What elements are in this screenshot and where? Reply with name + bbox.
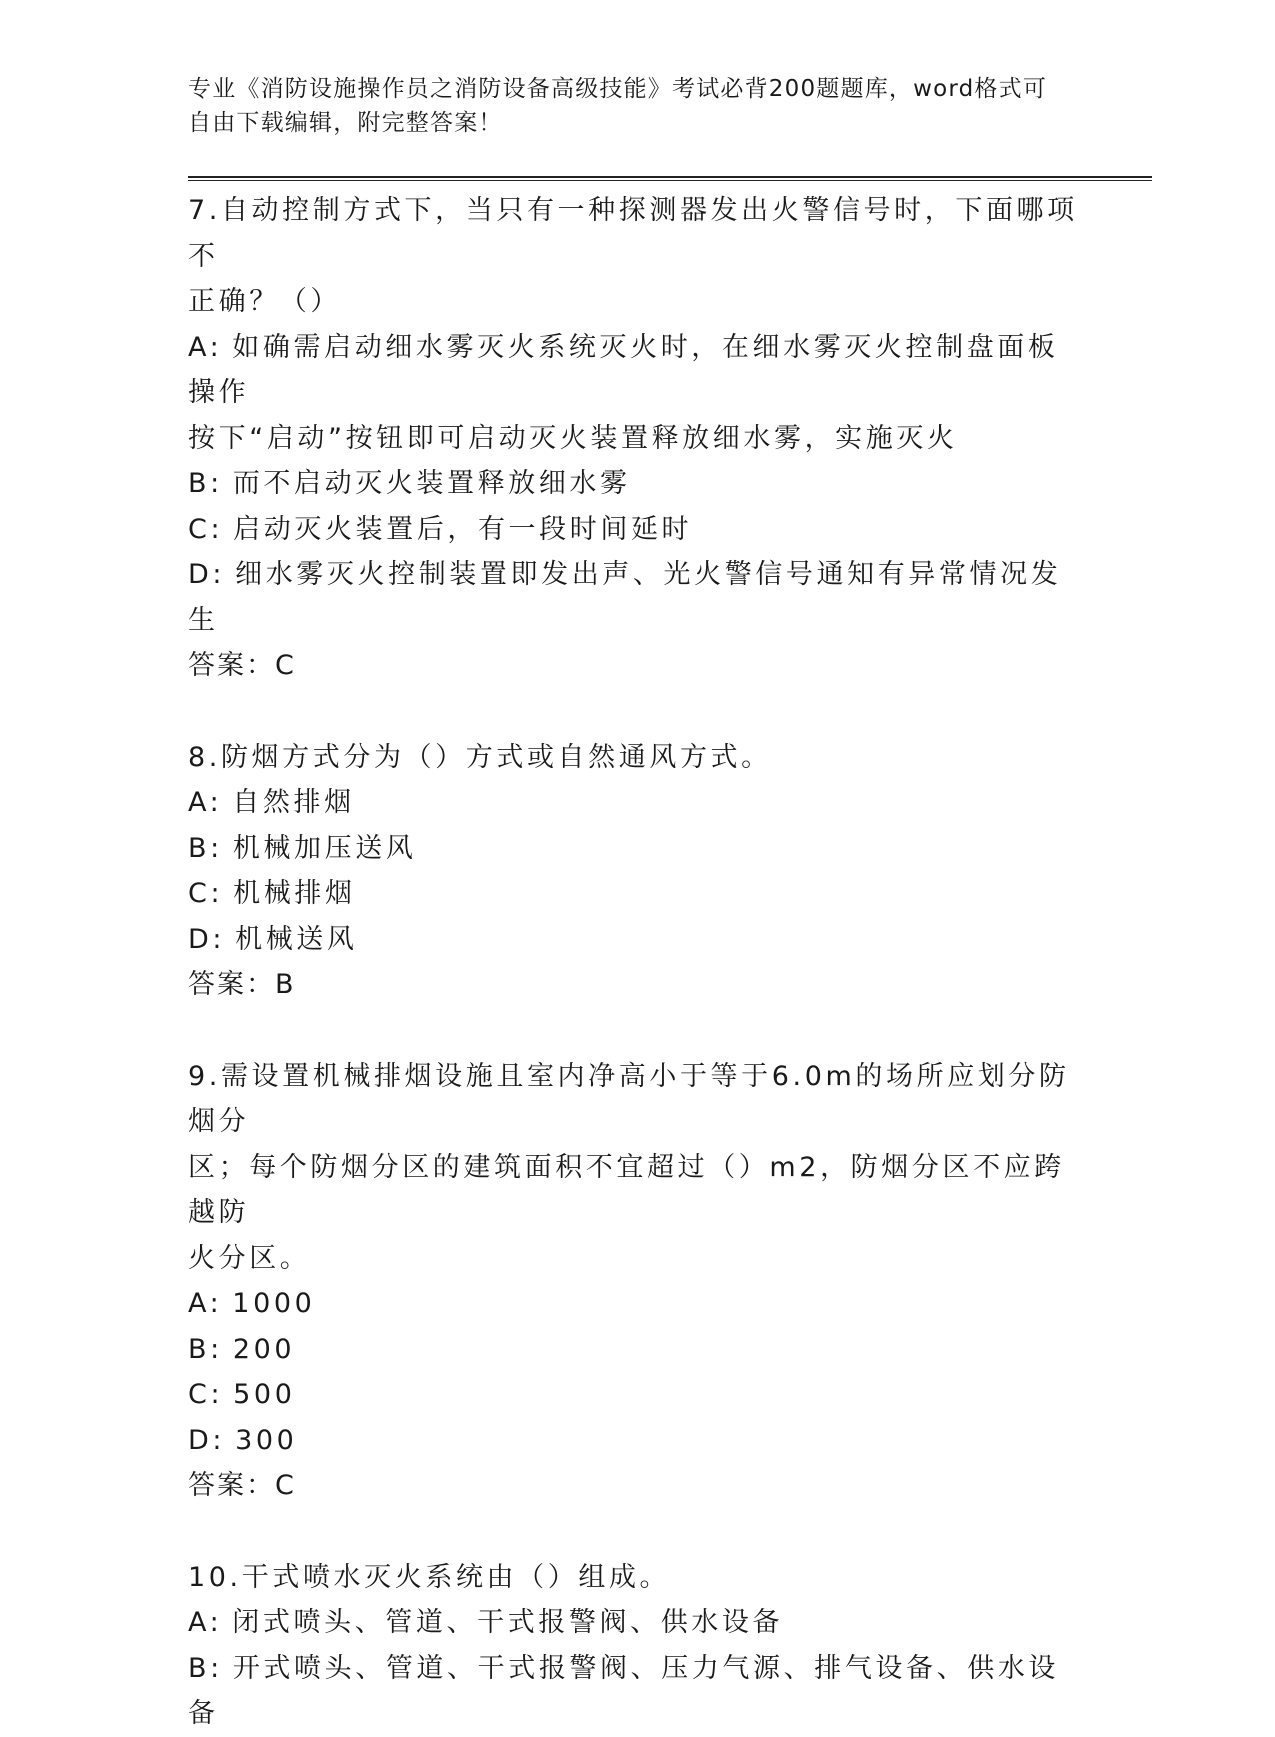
option-text: 机械加压送风 bbox=[232, 832, 417, 864]
answer-line: 答案：C bbox=[188, 1470, 296, 1501]
option-text: 200 bbox=[232, 1333, 296, 1365]
option-line bbox=[188, 1418, 1088, 1464]
option-letter: B: bbox=[188, 832, 223, 864]
header-line-1: 专业《消防设施操作员之消防设备高级技能》考试必背200题题库，word格式可 bbox=[188, 76, 1048, 102]
question-stem-line: 正确？（） bbox=[188, 286, 341, 317]
question-stem-line: 9.需设置机械排烟设施且室内净高小于等于6.0m的场所应划分防烟分 bbox=[188, 1060, 1070, 1137]
option-text: 按下“启动”按钮即可启动灭火装置释放细水雾，实施灭火 bbox=[188, 422, 958, 454]
option-line bbox=[188, 552, 1088, 643]
option-text: 机械送风 bbox=[235, 923, 358, 955]
option-letter: D: bbox=[188, 1424, 226, 1456]
option-letter: A: bbox=[188, 787, 223, 818]
option-letter: D: bbox=[188, 559, 226, 590]
question-stem-line: 7.自动控制方式下，当只有一种探测器发出火警信号时，下面哪项不 bbox=[188, 195, 1078, 272]
option-line bbox=[188, 917, 1088, 963]
option-letter: B: bbox=[188, 1652, 223, 1684]
option-letter: A: bbox=[188, 331, 223, 363]
question-list bbox=[188, 188, 1088, 1737]
option-letter: C: bbox=[188, 513, 224, 545]
answer-line: 答案：B bbox=[188, 969, 296, 1000]
question-item bbox=[188, 735, 1088, 1008]
question-stem-line: 8.防烟方式分为（）方式或自然通风方式。 bbox=[188, 741, 772, 773]
option-text: 闭式喷头、管道、干式报警阀、供水设备 bbox=[232, 1607, 784, 1638]
option-letter: D: bbox=[188, 923, 226, 955]
option-line bbox=[188, 871, 1088, 917]
option-letter: B: bbox=[188, 468, 223, 499]
option-text: 而不启动灭火装置释放细水雾 bbox=[232, 468, 631, 499]
option-line bbox=[188, 780, 1088, 826]
question-stem-line: 火分区。 bbox=[188, 1242, 311, 1274]
option-line bbox=[188, 1372, 1088, 1418]
option-letter: A: bbox=[188, 1288, 223, 1319]
option-text: 自然排烟 bbox=[232, 787, 355, 818]
option-text: 机械排烟 bbox=[233, 878, 356, 909]
question-item bbox=[188, 1555, 1088, 1737]
question-stem-line: 区；每个防烟分区的建筑面积不宜超过（）m2，防烟分区不应跨越防 bbox=[188, 1151, 1065, 1228]
option-text: 细水雾灭火控制装置即发出声、光火警信号通知有异常情况发生 bbox=[188, 559, 1062, 636]
option-text: 500 bbox=[233, 1379, 296, 1410]
document-header bbox=[188, 72, 1068, 140]
option-letter: C: bbox=[188, 878, 224, 909]
option-line bbox=[188, 1327, 1088, 1373]
option-line bbox=[188, 461, 1088, 507]
header-line-2: 自由下载编辑，附完整答案！ bbox=[188, 110, 503, 136]
option-text: 启动灭火装置后，有一段时间延时 bbox=[233, 513, 693, 545]
option-line bbox=[188, 507, 1088, 553]
option-text: 1000 bbox=[232, 1288, 316, 1319]
answer-line: 答案：C bbox=[188, 650, 296, 681]
option-line bbox=[188, 1281, 1088, 1327]
question-item bbox=[188, 1054, 1088, 1509]
option-line bbox=[188, 826, 1088, 872]
option-line bbox=[188, 1646, 1088, 1737]
question-item bbox=[188, 188, 1088, 689]
option-line bbox=[188, 325, 1088, 416]
option-line bbox=[188, 416, 1088, 462]
option-letter: A: bbox=[188, 1607, 223, 1638]
option-letter: C: bbox=[188, 1379, 224, 1410]
question-stem-line: 10.干式喷水灭火系统由（）组成。 bbox=[188, 1561, 671, 1593]
option-text: 开式喷头、管道、干式报警阀、压力气源、排气设备、供水设备 bbox=[188, 1652, 1060, 1729]
option-line bbox=[188, 1600, 1088, 1646]
option-letter: B: bbox=[188, 1333, 223, 1365]
header-divider bbox=[188, 176, 1152, 181]
option-text: 300 bbox=[235, 1424, 298, 1456]
option-text: 如确需启动细水雾灭火系统灭火时，在细水雾灭火控制盘面板操作 bbox=[188, 331, 1059, 408]
